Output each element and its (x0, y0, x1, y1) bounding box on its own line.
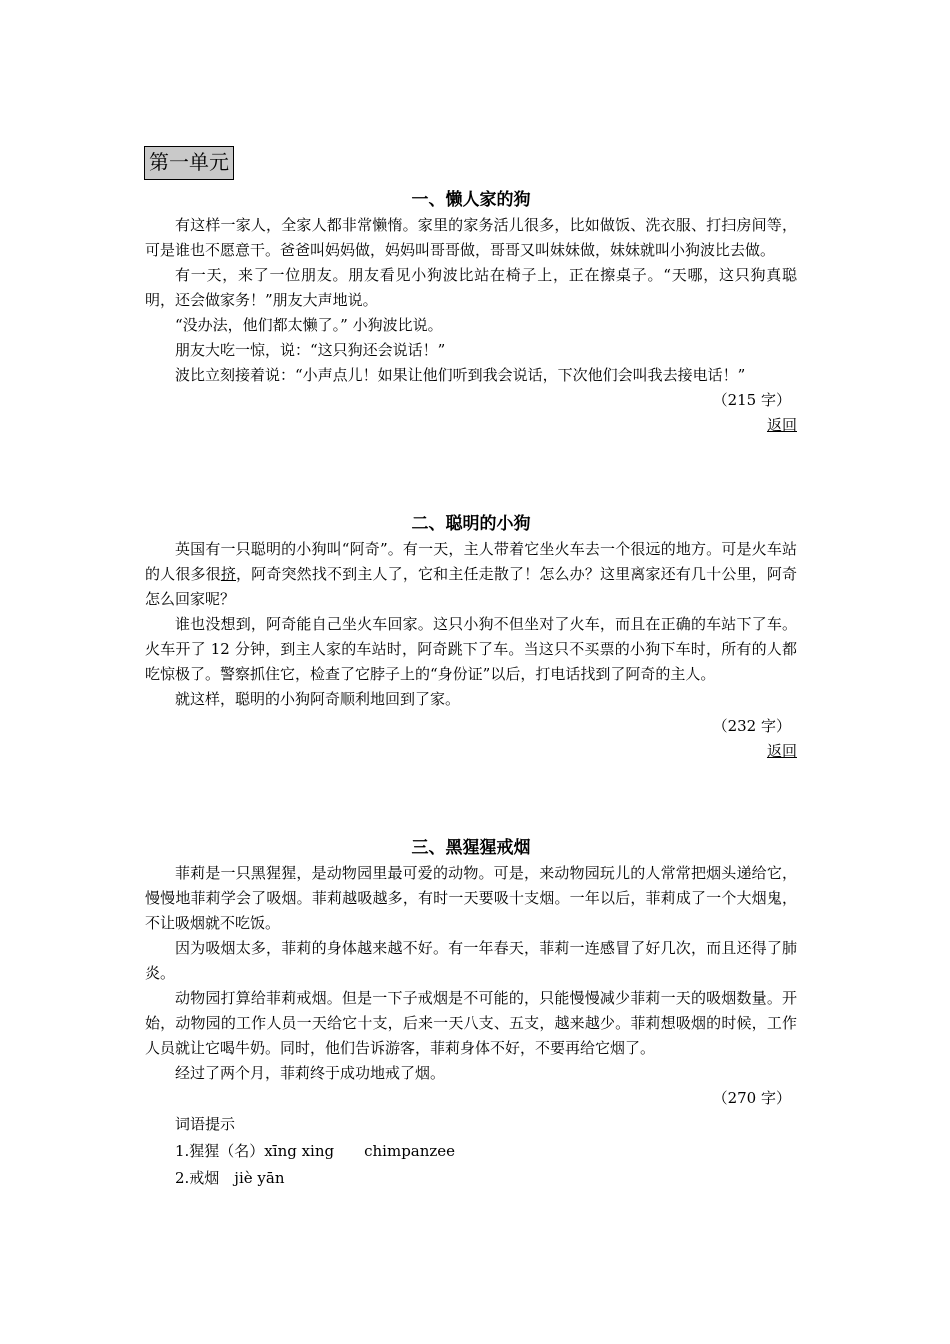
story-1-title: 一、懒人家的狗 (411, 190, 531, 210)
story-2-paragraph: 谁也没想到，阿奇能自己坐火车回家。这只小狗不但坐对了火车，而且在正确的车站下了车。火车开了 12 分钟，到主人家的车站时，阿奇跳下了车。当这只不买票的小狗下车时，所有的人都吃惊极了。警察抓住它，检查了它脖子上的“身份证”以后，打电话找到了阿奇的主人。 (145, 615, 797, 683)
story-3-word-count: （270 字） (712, 1089, 791, 1107)
unit-label: 第一单元 (144, 146, 234, 180)
story-1-paragraph: 朋友大吃一惊，说：“这只狗还会说话！” (175, 341, 446, 359)
story-1-word-count: （215 字） (712, 391, 791, 409)
vocab-item: 2.戒烟 jiè yān (175, 1169, 285, 1187)
story-1-paragraph: 有这样一家人，全家人都非常懒惰。家里的家务活儿很多，比如做饭、洗衣服、打扫房间等，可是谁也不愿意干。爸爸叫妈妈做，妈妈叫哥哥做，哥哥又叫妹妹做，妹妹就叫小狗波比去做。 (145, 216, 797, 259)
vocab-title: 词语提示 (175, 1115, 236, 1133)
story-2-word-count: （232 字） (712, 717, 791, 735)
story-3-paragraph: 因为吸烟太多，菲莉的身体越来越不好。有一年春天，菲莉一连感冒了好几次，而且还得了肺炎。 (145, 939, 797, 982)
story-1-paragraph: 有一天，来了一位朋友。朋友看见小狗波比站在椅子上，正在擦桌子。“天哪，这只狗真聪明，还会做家务！”朋友大声地说。 (145, 266, 797, 309)
story-2-text: ，阿奇突然找不到主人了，它和主任走散了！怎么办？这里离家还有几十公里，阿奇怎么回家呢？ (145, 565, 797, 608)
story-1 (145, 187, 797, 438)
underlined-word: 挤 (220, 565, 237, 583)
story-3-paragraph: 菲莉是一只黑猩猩，是动物园里最可爱的动物。可是，来动物园玩儿的人常常把烟头递给它，慢慢地菲莉学会了吸烟。菲莉越吸越多，有时一天要吸十支烟。一年以后，菲莉成了一个大烟鬼，不让吸烟就不吃饭。 (145, 864, 797, 932)
story-2 (145, 511, 797, 764)
story-3 (145, 835, 797, 1192)
story-2-paragraph: 就这样，聪明的小狗阿奇顺利地回到了家。 (175, 690, 461, 708)
story-2-paragraph (145, 537, 797, 612)
story-1-paragraph: “没办法，他们都太懒了。” 小狗波比说。 (175, 316, 443, 334)
story-1-back-link[interactable]: 返回 (766, 416, 797, 434)
story-3-paragraph: 经过了两个月，菲莉终于成功地戒了烟。 (175, 1064, 446, 1082)
story-1-paragraph: 波比立刻接着说：“小声点儿！如果让他们听到我会说话，下次他们会叫我去接电话！” (175, 366, 746, 384)
story-2-text: 英国有一只聪明的小狗叫“阿奇”。有一天，主人带着它坐火车去一个很远的地方。可是火车站的人很多很 (145, 540, 797, 583)
story-3-paragraph: 动物园打算给菲莉戒烟。但是一下子戒烟是不可能的，只能慢慢减少菲莉一天的吸烟数量。开始，动物园的工作人员一天给它十支，后来一天八支、五支，越来越少。菲莉想吸烟的时候，工作人员就让它喝牛奶。同时，他们告诉游客，菲莉身体不好，不要再给它烟了。 (145, 989, 797, 1057)
vocab-item: 1.猩猩（名）xīng xing chimpanzee (175, 1142, 456, 1160)
story-2-back-link[interactable]: 返回 (766, 742, 797, 760)
story-2-title: 二、聪明的小狗 (411, 514, 531, 534)
story-3-title: 三、黑猩猩戒烟 (411, 838, 531, 858)
